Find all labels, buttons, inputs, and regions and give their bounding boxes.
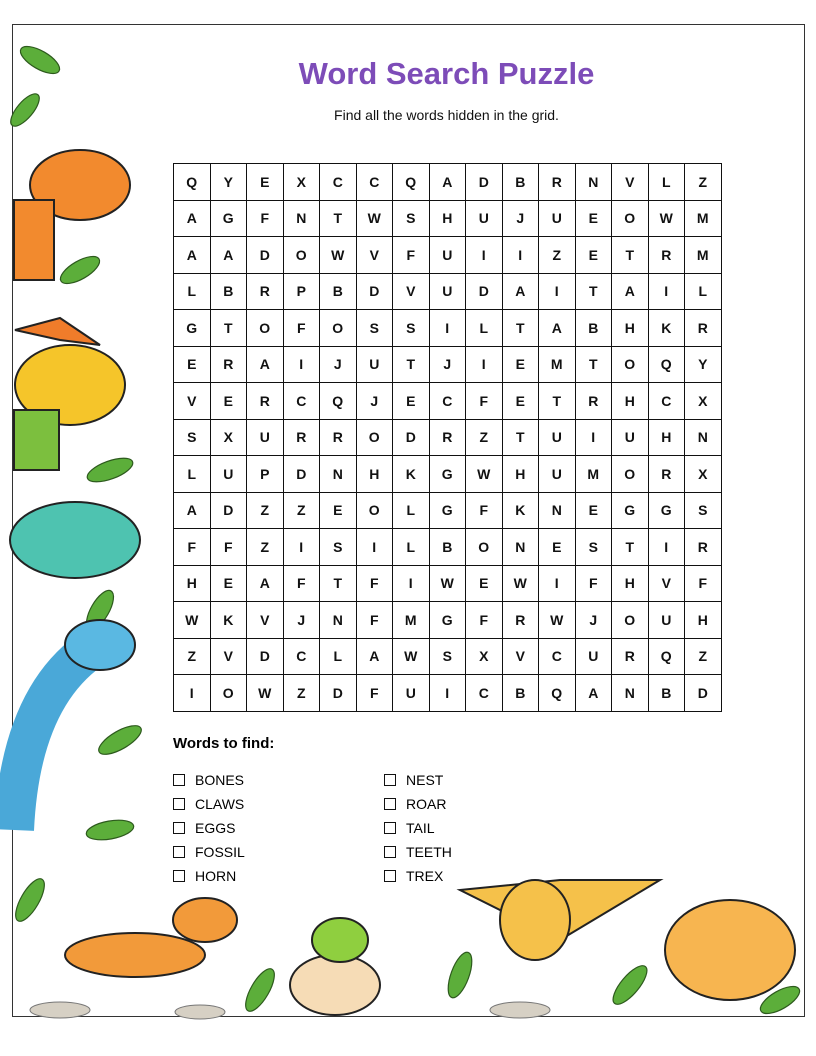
grid-cell[interactable]: X xyxy=(685,383,722,420)
grid-cell[interactable]: R xyxy=(649,456,686,493)
grid-cell[interactable]: N xyxy=(320,602,357,639)
grid-cell[interactable]: O xyxy=(612,347,649,384)
grid-cell[interactable]: G xyxy=(174,310,211,347)
grid-cell[interactable]: T xyxy=(320,201,357,238)
grid-cell[interactable]: G xyxy=(612,493,649,530)
grid-cell[interactable]: L xyxy=(649,164,686,201)
word-label: BONES xyxy=(195,772,245,788)
word-item xyxy=(384,768,452,792)
grid-cell[interactable]: E xyxy=(247,164,284,201)
grid-cell[interactable]: E xyxy=(320,493,357,530)
grid-cell[interactable]: M xyxy=(685,237,722,274)
grid-cell[interactable]: W xyxy=(393,639,430,676)
grid-cell[interactable]: X xyxy=(284,164,321,201)
grid-cell[interactable]: N xyxy=(503,529,540,566)
word-checkbox[interactable] xyxy=(173,846,185,858)
grid-cell[interactable]: Y xyxy=(211,164,248,201)
grid-cell[interactable]: G xyxy=(211,201,248,238)
grid-cell[interactable]: H xyxy=(685,602,722,639)
grid-cell[interactable]: A xyxy=(576,675,613,712)
grid-cell[interactable]: A xyxy=(174,201,211,238)
grid-cell[interactable]: X xyxy=(211,420,248,457)
grid-cell[interactable]: E xyxy=(576,201,613,238)
word-checkbox[interactable] xyxy=(384,774,396,786)
grid-cell[interactable]: S xyxy=(430,639,467,676)
grid-cell[interactable]: L xyxy=(174,274,211,311)
grid-cell[interactable]: U xyxy=(539,201,576,238)
grid-cell[interactable]: R xyxy=(685,310,722,347)
grid-cell[interactable]: I xyxy=(284,347,321,384)
word-item xyxy=(173,816,245,840)
grid-cell[interactable]: R xyxy=(320,420,357,457)
grid-cell[interactable]: S xyxy=(685,493,722,530)
grid-cell[interactable]: N xyxy=(612,675,649,712)
grid-cell[interactable]: S xyxy=(174,420,211,457)
word-checkbox[interactable] xyxy=(384,870,396,882)
grid-cell[interactable]: Z xyxy=(284,675,321,712)
grid-cell[interactable]: I xyxy=(649,529,686,566)
grid-cell[interactable]: R xyxy=(247,274,284,311)
grid-cell[interactable]: I xyxy=(284,529,321,566)
word-label: FOSSIL xyxy=(195,844,245,860)
grid-cell[interactable]: D xyxy=(685,675,722,712)
grid-cell[interactable]: U xyxy=(430,274,467,311)
grid-cell[interactable]: V xyxy=(393,274,430,311)
word-label: HORN xyxy=(195,868,237,884)
grid-cell[interactable]: J xyxy=(320,347,357,384)
grid-cell[interactable]: I xyxy=(576,420,613,457)
grid-cell[interactable]: Q xyxy=(649,639,686,676)
grid-cell[interactable]: G xyxy=(430,602,467,639)
grid-cell[interactable]: G xyxy=(430,456,467,493)
grid-cell[interactable]: W xyxy=(649,201,686,238)
grid-cell[interactable]: R xyxy=(211,347,248,384)
grid-cell[interactable]: Q xyxy=(320,383,357,420)
grid-cell[interactable]: F xyxy=(576,566,613,603)
grid-cell[interactable]: B xyxy=(320,274,357,311)
grid-cell[interactable]: U xyxy=(576,639,613,676)
grid-cell[interactable]: D xyxy=(357,274,394,311)
grid-cell[interactable]: U xyxy=(466,201,503,238)
grid-cell[interactable]: W xyxy=(320,237,357,274)
grid-cell[interactable]: J xyxy=(503,201,540,238)
grid-cell[interactable]: I xyxy=(393,566,430,603)
grid-cell[interactable]: U xyxy=(393,675,430,712)
grid-cell[interactable]: O xyxy=(284,237,321,274)
word-list-column-1 xyxy=(173,768,245,888)
grid-cell[interactable]: O xyxy=(320,310,357,347)
grid-cell[interactable]: W xyxy=(430,566,467,603)
grid-cell[interactable]: R xyxy=(247,383,284,420)
grid-cell[interactable]: V xyxy=(357,237,394,274)
grid-cell[interactable]: C xyxy=(284,383,321,420)
grid-cell[interactable]: P xyxy=(247,456,284,493)
word-item xyxy=(384,864,452,888)
grid-cell[interactable]: R xyxy=(539,164,576,201)
grid-cell[interactable]: M xyxy=(539,347,576,384)
word-checkbox[interactable] xyxy=(384,798,396,810)
grid-cell[interactable]: H xyxy=(503,456,540,493)
grid-cell[interactable]: U xyxy=(539,420,576,457)
grid-cell[interactable]: K xyxy=(649,310,686,347)
grid-cell[interactable]: L xyxy=(174,456,211,493)
word-checkbox[interactable] xyxy=(173,822,185,834)
grid-cell[interactable]: F xyxy=(393,237,430,274)
grid-cell[interactable]: D xyxy=(284,456,321,493)
grid-cell[interactable]: E xyxy=(539,529,576,566)
grid-cell[interactable]: R xyxy=(430,420,467,457)
grid-cell[interactable]: A xyxy=(247,566,284,603)
grid-cell[interactable]: R xyxy=(503,602,540,639)
grid-cell[interactable]: O xyxy=(211,675,248,712)
grid-cell[interactable]: Z xyxy=(174,639,211,676)
grid-cell[interactable]: W xyxy=(466,456,503,493)
grid-cell[interactable]: Z xyxy=(284,493,321,530)
grid-cell[interactable]: C xyxy=(649,383,686,420)
grid-cell[interactable]: R xyxy=(576,383,613,420)
grid-cell[interactable]: R xyxy=(649,237,686,274)
grid-cell[interactable]: Z xyxy=(685,164,722,201)
grid-cell[interactable]: L xyxy=(466,310,503,347)
grid-cell[interactable]: F xyxy=(247,201,284,238)
grid-cell[interactable]: I xyxy=(430,310,467,347)
grid-cell[interactable]: E xyxy=(576,493,613,530)
grid-cell[interactable]: F xyxy=(357,675,394,712)
grid-cell[interactable]: D xyxy=(247,639,284,676)
grid-cell[interactable]: Z xyxy=(539,237,576,274)
grid-cell[interactable]: B xyxy=(211,274,248,311)
grid-cell[interactable]: W xyxy=(357,201,394,238)
grid-cell[interactable]: F xyxy=(284,566,321,603)
grid-cell[interactable]: B xyxy=(430,529,467,566)
grid-cell[interactable]: E xyxy=(211,383,248,420)
grid-cell[interactable]: K xyxy=(211,602,248,639)
grid-cell[interactable]: Y xyxy=(685,347,722,384)
grid-cell[interactable]: V xyxy=(211,639,248,676)
grid-cell[interactable]: Z xyxy=(247,493,284,530)
grid-cell[interactable]: B xyxy=(503,675,540,712)
grid-cell[interactable]: S xyxy=(320,529,357,566)
grid-cell[interactable]: D xyxy=(466,274,503,311)
grid-cell[interactable]: F xyxy=(357,602,394,639)
grid-cell[interactable]: J xyxy=(357,383,394,420)
grid-cell[interactable]: U xyxy=(211,456,248,493)
grid-cell[interactable]: T xyxy=(612,237,649,274)
grid-cell[interactable]: O xyxy=(466,529,503,566)
grid-cell[interactable]: H xyxy=(174,566,211,603)
grid-cell[interactable]: N xyxy=(576,164,613,201)
grid-cell[interactable]: B xyxy=(576,310,613,347)
grid-cell[interactable]: G xyxy=(430,493,467,530)
grid-cell[interactable]: I xyxy=(174,675,211,712)
grid-cell[interactable]: D xyxy=(393,420,430,457)
grid-cell[interactable]: Q xyxy=(649,347,686,384)
grid-cell[interactable]: W xyxy=(247,675,284,712)
grid-cell[interactable]: A xyxy=(174,237,211,274)
grid-cell[interactable]: Z xyxy=(247,529,284,566)
grid-cell[interactable]: F xyxy=(685,566,722,603)
grid-cell[interactable]: L xyxy=(393,529,430,566)
word-label: CLAWS xyxy=(195,796,245,812)
grid-cell[interactable]: A xyxy=(357,639,394,676)
grid-cell[interactable]: T xyxy=(211,310,248,347)
grid-cell[interactable]: S xyxy=(393,201,430,238)
grid-cell[interactable]: C xyxy=(284,639,321,676)
word-label: EGGS xyxy=(195,820,236,836)
word-item xyxy=(173,864,245,888)
grid-cell[interactable]: E xyxy=(576,237,613,274)
grid-cell[interactable]: U xyxy=(612,420,649,457)
grid-cell[interactable]: U xyxy=(430,237,467,274)
grid-cell[interactable]: M xyxy=(393,602,430,639)
grid-cell[interactable]: U xyxy=(539,456,576,493)
word-label: TAIL xyxy=(406,820,435,836)
grid-cell[interactable]: Z xyxy=(466,420,503,457)
grid-cell[interactable]: R xyxy=(685,529,722,566)
word-label: TREX xyxy=(406,868,444,884)
grid-cell[interactable]: H xyxy=(612,383,649,420)
grid-cell[interactable]: C xyxy=(466,675,503,712)
grid-cell[interactable]: F xyxy=(466,602,503,639)
grid-cell[interactable]: F xyxy=(357,566,394,603)
word-label: ROAR xyxy=(406,796,447,812)
grid-cell[interactable]: T xyxy=(539,383,576,420)
grid-cell[interactable]: A xyxy=(430,164,467,201)
grid-cell[interactable]: L xyxy=(320,639,357,676)
grid-cell[interactable]: S xyxy=(393,310,430,347)
grid-cell[interactable]: Q xyxy=(174,164,211,201)
word-checkbox[interactable] xyxy=(173,774,185,786)
grid-cell[interactable]: D xyxy=(247,237,284,274)
grid-cell[interactable]: T xyxy=(612,529,649,566)
words-heading: Words to find: xyxy=(173,735,275,752)
word-item xyxy=(384,840,452,864)
grid-cell[interactable]: S xyxy=(576,529,613,566)
word-label: NEST xyxy=(406,772,444,788)
grid-cell[interactable]: H xyxy=(430,201,467,238)
grid-cell[interactable]: A xyxy=(539,310,576,347)
grid-cell[interactable]: J xyxy=(430,347,467,384)
grid-cell[interactable]: W xyxy=(503,566,540,603)
grid-cell[interactable]: S xyxy=(357,310,394,347)
letter-grid xyxy=(173,163,722,712)
grid-cell[interactable]: J xyxy=(284,602,321,639)
grid-cell[interactable]: T xyxy=(503,310,540,347)
grid-cell[interactable]: W xyxy=(539,602,576,639)
grid-cell[interactable]: Q xyxy=(539,675,576,712)
grid-cell[interactable]: I xyxy=(649,274,686,311)
grid-cell[interactable]: V xyxy=(612,164,649,201)
grid-cell[interactable]: E xyxy=(503,347,540,384)
grid-cell[interactable]: W xyxy=(174,602,211,639)
grid-cell[interactable]: F xyxy=(466,383,503,420)
grid-cell[interactable]: G xyxy=(649,493,686,530)
grid-cell[interactable]: D xyxy=(211,493,248,530)
grid-cell[interactable]: Z xyxy=(685,639,722,676)
grid-cell[interactable]: V xyxy=(503,639,540,676)
grid-cell[interactable]: F xyxy=(284,310,321,347)
grid-cell[interactable]: A xyxy=(174,493,211,530)
grid-cell[interactable]: B xyxy=(649,675,686,712)
word-item xyxy=(173,792,245,816)
grid-cell[interactable]: K xyxy=(503,493,540,530)
word-item xyxy=(173,768,245,792)
grid-cell[interactable]: A xyxy=(247,347,284,384)
grid-cell[interactable]: U xyxy=(357,347,394,384)
grid-cell[interactable]: E xyxy=(393,383,430,420)
grid-cell[interactable]: L xyxy=(685,274,722,311)
grid-cell[interactable]: V xyxy=(247,602,284,639)
grid-cell[interactable]: O xyxy=(357,493,394,530)
grid-cell[interactable]: A xyxy=(503,274,540,311)
grid-cell[interactable]: K xyxy=(393,456,430,493)
grid-cell[interactable]: E xyxy=(503,383,540,420)
grid-cell[interactable]: N xyxy=(685,420,722,457)
grid-cell[interactable]: E xyxy=(211,566,248,603)
word-label: TEETH xyxy=(406,844,452,860)
grid-cell[interactable]: P xyxy=(284,274,321,311)
grid-cell[interactable]: B xyxy=(503,164,540,201)
grid-cell[interactable]: H xyxy=(612,310,649,347)
word-list-column-2 xyxy=(384,768,452,888)
grid-cell[interactable]: C xyxy=(357,164,394,201)
grid-cell[interactable]: T xyxy=(393,347,430,384)
grid-cell[interactable]: F xyxy=(211,529,248,566)
grid-cell[interactable]: E xyxy=(174,347,211,384)
grid-cell[interactable]: T xyxy=(503,420,540,457)
grid-cell[interactable]: C xyxy=(430,383,467,420)
grid-cell[interactable]: I xyxy=(430,675,467,712)
grid-cell[interactable]: X xyxy=(685,456,722,493)
grid-cell[interactable]: O xyxy=(612,201,649,238)
grid-cell[interactable]: V xyxy=(174,383,211,420)
word-checkbox[interactable] xyxy=(384,822,396,834)
word-checkbox[interactable] xyxy=(173,870,185,882)
grid-cell[interactable]: M xyxy=(685,201,722,238)
grid-cell[interactable]: Q xyxy=(393,164,430,201)
word-checkbox[interactable] xyxy=(384,846,396,858)
grid-cell[interactable]: J xyxy=(576,602,613,639)
grid-cell[interactable]: M xyxy=(576,456,613,493)
grid-cell[interactable]: U xyxy=(649,602,686,639)
grid-cell[interactable]: D xyxy=(320,675,357,712)
word-item xyxy=(384,816,452,840)
grid-cell[interactable]: H xyxy=(612,566,649,603)
grid-cell[interactable]: L xyxy=(393,493,430,530)
grid-cell[interactable]: I xyxy=(357,529,394,566)
grid-cell[interactable]: A xyxy=(612,274,649,311)
word-item xyxy=(173,840,245,864)
word-item xyxy=(384,792,452,816)
grid-cell[interactable]: O xyxy=(247,310,284,347)
grid-cell[interactable]: T xyxy=(576,274,613,311)
grid-cell[interactable]: T xyxy=(320,566,357,603)
grid-cell[interactable]: U xyxy=(247,420,284,457)
word-checkbox[interactable] xyxy=(173,798,185,810)
grid-cell[interactable]: F xyxy=(174,529,211,566)
grid-cell[interactable]: C xyxy=(539,639,576,676)
grid-cell[interactable]: X xyxy=(466,639,503,676)
grid-cell[interactable]: I xyxy=(539,274,576,311)
grid-cell[interactable]: H xyxy=(357,456,394,493)
grid-cell[interactable]: O xyxy=(357,420,394,457)
grid-cell[interactable]: A xyxy=(211,237,248,274)
grid-cell[interactable]: I xyxy=(539,566,576,603)
grid-cell[interactable]: N xyxy=(284,201,321,238)
grid-cell[interactable]: I xyxy=(466,347,503,384)
grid-cell[interactable]: R xyxy=(612,639,649,676)
grid-cell[interactable]: T xyxy=(576,347,613,384)
grid-cell[interactable]: I xyxy=(503,237,540,274)
grid-cell[interactable]: R xyxy=(284,420,321,457)
grid-cell[interactable]: D xyxy=(466,164,503,201)
instructions: Find all the words hidden in the grid. xyxy=(334,107,559,123)
grid-cell[interactable]: O xyxy=(612,602,649,639)
grid-cell[interactable]: E xyxy=(466,566,503,603)
grid-cell[interactable]: O xyxy=(612,456,649,493)
page-title: Word Search Puzzle xyxy=(298,56,595,91)
grid-cell[interactable]: C xyxy=(320,164,357,201)
grid-cell[interactable]: I xyxy=(466,237,503,274)
grid-cell[interactable]: H xyxy=(649,420,686,457)
grid-cell[interactable]: N xyxy=(320,456,357,493)
grid-cell[interactable]: F xyxy=(466,493,503,530)
grid-cell[interactable]: V xyxy=(649,566,686,603)
grid-cell[interactable]: N xyxy=(539,493,576,530)
